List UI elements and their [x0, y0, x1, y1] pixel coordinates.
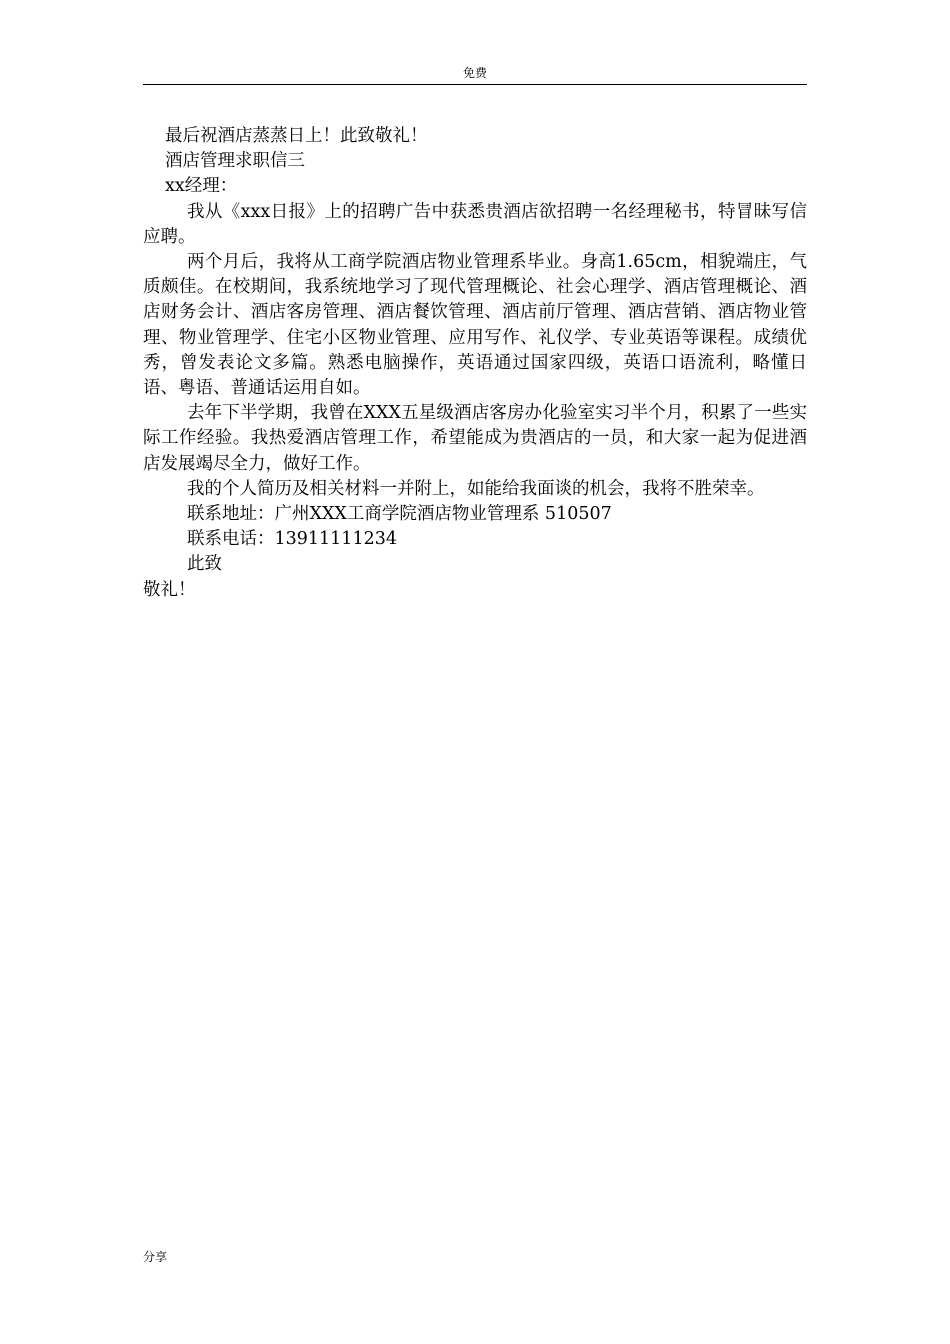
page-header — [143, 62, 807, 85]
header-text: 免费 — [462, 66, 487, 80]
letter-title: 酒店管理求职信三 — [165, 151, 305, 172]
closing-regards: 敬礼！ — [143, 579, 196, 600]
page-footer — [143, 1248, 167, 1266]
closing-line: 此致 — [187, 554, 222, 575]
paragraph-education: 两个月后，我将从工商学院酒店物业管理系毕业。身高1.65cm，相貌端庄，气质颇佳。在校期间，我系统地学习了现代管理概论、社会心理学、酒店管理概论、酒店财务会计、酒店客房管理、酒店餐饮管理、酒店前厅管理、酒店营销、酒店物业管理、物业管理学、住宅小区物业管理、应用写作、礼仪学、专业英语等课程。成绩优秀，曾发表论文多篇。熟悉电脑操作，英语通过国家四级，英语口语流利，略懂日语、粤语、普通话运用自如。 — [143, 252, 807, 399]
contact-phone: 联系电话：13911111234 — [187, 529, 397, 550]
letter-body — [143, 124, 807, 603]
footer-text: 分享 — [143, 1250, 168, 1264]
closing-wishes-line: 最后祝酒店蒸蒸日上！此致敬礼！ — [165, 126, 428, 146]
paragraph-experience: 去年下半学期，我曾在XXX五星级酒店客房办化验室实习半个月，积累了一些实际工作经验。我热爱酒店管理工作，希望能成为贵酒店的一员，和大家一起为促进酒店发展竭尽全力，做好工作。 — [143, 403, 807, 474]
paragraph-intro: 我从《xxx日报》上的招聘广告中获悉贵酒店欲招聘一名经理秘书，特冒昧写信应聘。 — [143, 201, 807, 247]
salutation: xx经理： — [165, 176, 238, 197]
contact-address: 联系地址：广州XXX工商学院酒店物业管理系 510507 — [187, 504, 612, 525]
paragraph-attachment: 我的个人简历及相关材料一并附上，如能给我面谈的机会，我将不胜荣幸。 — [187, 478, 765, 499]
